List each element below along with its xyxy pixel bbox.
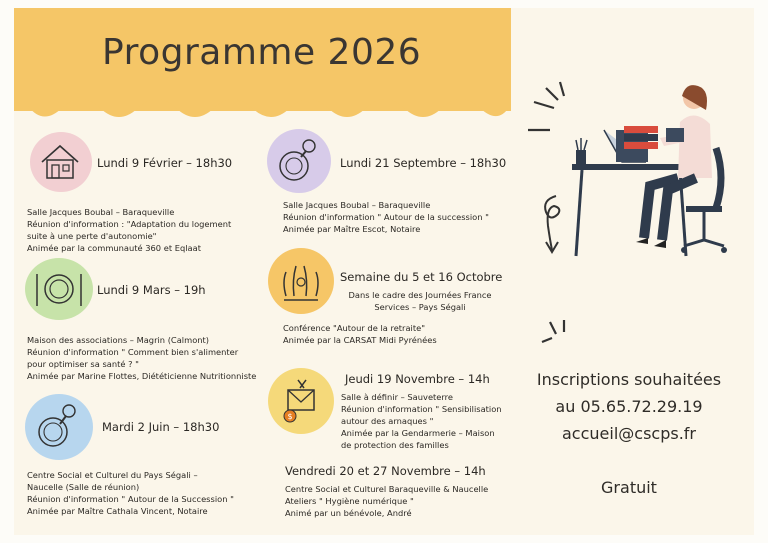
registration-phone: au 05.65.72.29.19 xyxy=(555,397,703,416)
svg-text:$: $ xyxy=(287,412,293,421)
event-7-date: Vendredi 20 et 27 Novembre – 14h xyxy=(285,464,486,478)
stamp-icon xyxy=(33,402,85,452)
page-title: Programme 2026 xyxy=(102,32,422,73)
event-3-date: Mardi 2 Juin – 18h30 xyxy=(102,420,220,434)
price-label: Gratuit xyxy=(601,478,657,497)
event-5-subtitle: Dans le cadre des Journées France Services – Pays Ségali xyxy=(348,290,492,312)
arrow-doodle-icon xyxy=(538,192,570,256)
sparkle-icon xyxy=(538,318,578,348)
house-icon xyxy=(37,140,83,184)
event-4-details: Salle Jacques Boubal – Baraqueville Réunion d'information " Autour de la succession " Animée par Maître Escot, Notaire xyxy=(283,200,489,234)
event-6-date: Jeudi 19 Novembre – 14h xyxy=(345,372,490,386)
event-2-date: Lundi 9 Mars – 19h xyxy=(97,283,206,297)
registration-heading: Inscriptions souhaitées xyxy=(536,370,722,389)
event-5-date: Semaine du 5 et 16 Octobre xyxy=(340,270,503,284)
plate-icon xyxy=(32,268,86,310)
scam-icon xyxy=(276,376,326,426)
registration-email: accueil@cscps.fr xyxy=(562,424,696,443)
event-2-details: Maison des associations – Magrin (Calmont) Réunion d'information " Comment bien s'alimenter pour optimiser sa santé ? " Animée par Marine Flottes, Diététicienne Nutritionniste xyxy=(27,335,257,381)
event-4-date: Lundi 21 Septembre – 18h30 xyxy=(340,156,507,170)
event-1-date: Lundi 9 Février – 18h30 xyxy=(97,156,233,170)
hands-icon xyxy=(276,256,326,304)
event-7-details: Centre Social et Culturel Baraqueville & Naucelle Ateliers " Hygiène numérique " Animé par un bénévole, André xyxy=(285,484,489,518)
event-5-details: Conférence "Autour de la retraite" Animée par la CARSAT Midi Pyrénées xyxy=(283,323,437,345)
event-1-details: Salle Jacques Boubal – Baraqueville Réunion d'information : "Adaptation du logement suite à une perte d'autonomie" Animée par la communauté 360 et Eqlaat xyxy=(27,207,232,253)
event-6-details: Salle à définir – Sauveterre Réunion d'information " Sensibilisation autour des arnaques " Animée par la Gendarmerie – Maison de protection des familles xyxy=(341,392,502,450)
seal-icon xyxy=(274,136,324,186)
event-3-details: Centre Social et Culturel du Pays Ségali – Naucelle (Salle de réunion) Réunion d'information " Autour de la Succession " Animée par Maître Cathala Vincent, Notaire xyxy=(27,470,234,516)
